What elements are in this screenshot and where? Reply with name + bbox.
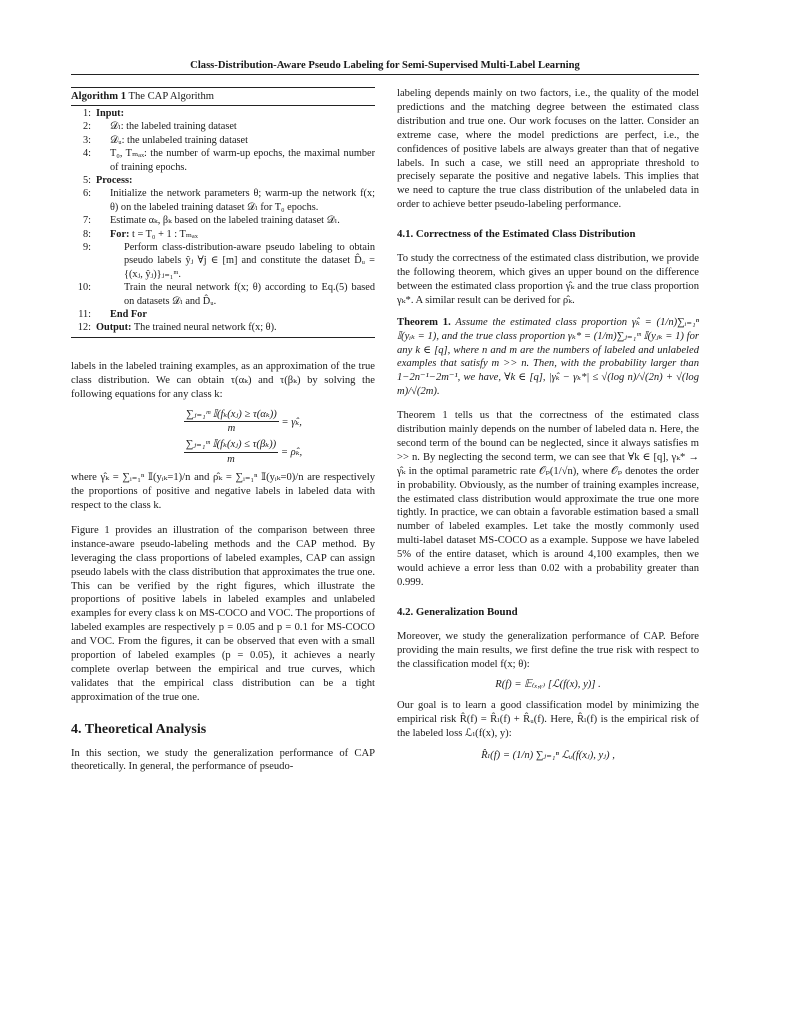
- right-paragraph-2: To study the correctness of the estimated class distribution, we provide the following theorem, which gives an upper bound on the difference between the estimated class proportion γ̂ₖ and the true class proportion γₖ*. A similar result can be derived for ρ̂ₖ.: [397, 253, 699, 306]
- algorithm-line-text: [96, 187, 375, 214]
- algorithm-line-text: [96, 120, 375, 133]
- equation-beta-numerator: ∑ⱼ₌₁ᵐ 𝕀(fₖ(xⱼ) ≤ τ(βₖ)): [184, 438, 278, 453]
- algorithm-line-text: [96, 107, 375, 120]
- left-paragraph-3: Figure 1 provides an illustration of the comparison between three instance-aware pseudo-labeling methods and the CAP method. By leveraging the class proportions of labeled examples, CAP can assign pseudo labels with the class distribution that approximates the true one. This can be verified by the right figures, which illustrate the proportions of positive labels in labeled examples and unlabeled examples for every class k on MS-COCO and VOC. The proportions of labeled examples are respectively p = 0.05 and p = 0.1 for MS-COCO and VOC. From the figures, it can be observed that even with a small proportion of labeled examples (p = 0.05), it achieves a nearly complete overlap between the empirical and true curves, which validates that the empirical class distribution can be a tight approximation of the true one.: [71, 524, 375, 703]
- section-heading-4: 4. Theoretical Analysis: [71, 721, 207, 737]
- algorithm-body: [71, 106, 375, 338]
- algorithm-keyword: End For: [110, 309, 147, 320]
- algorithm-line-content: Perform class-distribution-aware pseudo labeling to obtain pseudo labels ŷⱼ ∀j ∈ [m] and constitute the dataset D̂ᵤ = {(xⱼ, ŷⱼ)}ⱼ₌₁ᵐ.: [124, 241, 375, 280]
- algorithm-line-text: [96, 228, 375, 241]
- algorithm-line: [71, 214, 375, 227]
- left-paragraph-4: In this section, we study the generalization performance of CAP theoretically. In general, the performance of pseudo-: [71, 747, 375, 773]
- equation-alpha-rhs: = γ̂ₖ,: [281, 416, 302, 428]
- equation-true-risk: R(f) = 𝔼₍ₓ,ᵧ₎ [ℒ(f(x), y)] .: [495, 678, 601, 690]
- right-paragraph-4: Moreover, we study the generalization performance of CAP. Before providing the main results, we first define the true risk with respect to the classification model f(x; θ):: [397, 630, 699, 670]
- algorithm-line-text: [96, 308, 375, 321]
- algorithm-line-content: 𝒟ₗ: the labeled training dataset: [110, 121, 237, 133]
- algorithm-line-text: [96, 281, 375, 308]
- algorithm-line-number: 7:: [82, 215, 91, 227]
- algorithm-caption: [71, 88, 375, 106]
- algorithm-line-number: 10:: [77, 282, 91, 294]
- equation-beta: [71, 438, 375, 467]
- running-header: Class-Distribution-Aware Pseudo Labeling for Semi-Supervised Multi-Label Learning: [190, 60, 580, 71]
- algorithm-line: [71, 107, 375, 120]
- algorithm-label: Algorithm 1: [71, 91, 127, 102]
- algorithm-line: [71, 281, 375, 308]
- subsection-heading-4-1: 4.1. Correctness of the Estimated Class Distribution: [397, 228, 636, 241]
- algorithm-line-content: Estimate αₖ, βₖ based on the labeled training dataset 𝒟ₗ.: [110, 215, 340, 227]
- theorem-1-label: Theorem 1.: [397, 316, 451, 328]
- algorithm-line-number: 5:: [82, 174, 91, 186]
- algorithm-line-content: t = T₀ + 1 : Tₘₐₓ: [132, 228, 198, 240]
- algorithm-keyword: Output:: [96, 322, 132, 334]
- algorithm-line-content: Train the neural network f(x; θ) according to Eq.(5) based on datasets 𝒟ₗ and D̂ᵤ.: [124, 282, 375, 307]
- algorithm-line-content: Initialize the network parameters θ; warm-up the network f(x; θ) on the labeled training dataset 𝒟ₗ for T₀ epochs.: [110, 188, 375, 213]
- header-rule: [71, 74, 699, 75]
- theorem-1-text: Assume the estimated class proportion γ̂ₖ = (1/n)∑ᵢ₌₁ⁿ 𝕀(yᵢₖ = 1), and the true class proportion γₖ* = (1/m)∑ⱼ₌₁ᵐ 𝕀(yⱼₖ = 1) for any k ∈ [q], where n and m are the numbers of labeled and unlabeled examples that satisfy m >> n. Then, with the probability larger than 1−2n⁻¹−2m⁻¹, we have, ∀k ∈ [q], |γ̂ₖ − γₖ*| ≤ √(log n)/√(2n) + √(log m)/√(2m).: [397, 316, 699, 398]
- right-column: [397, 87, 699, 763]
- algorithm-keyword: Process:: [96, 174, 133, 186]
- algorithm-line-number: 1:: [82, 107, 91, 119]
- algorithm-line-number: 8:: [82, 228, 91, 240]
- algorithm-line-number: 11:: [78, 309, 91, 320]
- subsection-heading-4-2: 4.2. Generalization Bound: [397, 605, 518, 618]
- right-paragraph-3: Theorem 1 tells us that the correctness of the estimated class distribution mainly depends on the number of labeled data n. Here, the second term of the bound can be neglected, since it always satisfies m >> n. By neglecting the second term, we can see that ∀k ∈ [q], γₖ* → γ̂ₖ in the optimal parametric rate 𝒪ₚ(1/√n), where 𝒪ₚ denotes the order in probability. Obviously, as the number of training examples increase, the estimated class distribution would approximate the true one more tightly. In practice, we can obtain a favorable estimation based a small number of labeled examples. Let take the mostly commonly used multi-label dataset MS-COCO as a example. Suppose we have labeled 5% of the entire dataset, which is around 4,100 examples, then we would achieve a error less than 0.02 with a probability greater than 0.999.: [397, 410, 699, 588]
- equation-alpha-fraction: [184, 408, 279, 437]
- algorithm-line: [71, 241, 375, 281]
- theorem-1: [397, 316, 699, 399]
- algorithm-line: [71, 134, 375, 147]
- algorithm-title: The CAP Algorithm: [128, 91, 215, 102]
- algorithm-line-number: 4:: [82, 148, 91, 160]
- algorithm-line: [71, 147, 375, 174]
- right-paragraph-1: labeling depends mainly on two factors, i.e., the quality of the model predictions and the matching degree between the estimated class distribution and true one. Our work focuses on the latter. Consider an extreme case, where the model predictions are perfect, i.e., the confidences of positive labels are always greater than that of negative labels. In such a case, we still need an appropriate threshold to precisely separate the positive and negative labels. This implies that we need to capture the true class distribution of the unlabeled data in order to achieve better pseudo-labeling performance.: [397, 88, 699, 211]
- equation-alpha: [71, 408, 375, 437]
- equation-beta-fraction: [184, 438, 278, 467]
- algorithm-line-number: 6:: [82, 188, 91, 200]
- algorithm-line-content: The trained neural network f(x; θ).: [133, 322, 277, 334]
- right-paragraph-5: Our goal is to learn a good classification model by minimizing the empirical risk R̂(f) = R̂ₗ(f) + R̂ᵤ(f). Here, R̂ₗ(f) is the empirical risk of the labeled loss ℒₗ(f(x), y):: [397, 700, 699, 740]
- algorithm-line: [71, 321, 375, 334]
- algorithm-keyword: For:: [110, 228, 130, 240]
- equation-alpha-numerator: ∑ⱼ₌₁ᵐ 𝕀(fₖ(xⱼ) ≥ τ(αₖ)): [184, 408, 279, 423]
- algorithm-line: [71, 228, 375, 241]
- equation-beta-rhs: = ρ̂ₖ,: [280, 447, 303, 459]
- algorithm-line-number: 9:: [82, 241, 91, 253]
- equation-alpha-denominator: m: [227, 423, 236, 435]
- algorithm-line-number: 3:: [82, 134, 91, 146]
- algorithm-line-text: [96, 241, 375, 281]
- algorithm-line-text: [96, 174, 375, 187]
- algorithm-box: [71, 87, 375, 338]
- left-paragraph-2: where γ̂ₖ = ∑ᵢ₌₁ⁿ 𝕀(yᵢₖ=1)/n and ρ̂ₖ = ∑ᵢ₌₁ⁿ 𝕀(yᵢₖ=0)/n are respectively the proportions of positive and negative labels in labeled data with respect to the class k.: [71, 472, 375, 511]
- algorithm-keyword: Input:: [96, 107, 125, 119]
- algorithm-line-text: [96, 134, 375, 147]
- algorithm-line-text: [96, 147, 375, 174]
- algorithm-line-number: 12:: [77, 322, 91, 334]
- algorithm-line-text: [96, 321, 375, 334]
- algorithm-line-content: 𝒟ᵤ: the unlabeled training dataset: [110, 134, 248, 146]
- algorithm-line: [71, 120, 375, 133]
- algorithm-line: [71, 174, 375, 187]
- equation-beta-denominator: m: [227, 454, 235, 466]
- equation-empirical-risk: R̂ₗ(f) = (1/n) ∑ⱼ₌₁ⁿ ℒᵤ(f(xⱼ), yⱼ) ,: [481, 750, 615, 762]
- algorithm-line: [71, 187, 375, 214]
- algorithm-line-text: [96, 214, 375, 227]
- left-paragraph-1: labels in the labeled training examples, as an approximation of the true class distribution. We can obtain τ(αₖ) and τ(βₖ) by solving the following equations for any class k:: [71, 360, 375, 400]
- algorithm-line-number: 2:: [82, 121, 91, 133]
- algorithm-line-content: T₀, Tₘₐₓ: the number of warm-up epochs, the maximal number of training epochs.: [110, 148, 375, 173]
- left-column: [71, 87, 375, 774]
- algorithm-line: [71, 308, 375, 321]
